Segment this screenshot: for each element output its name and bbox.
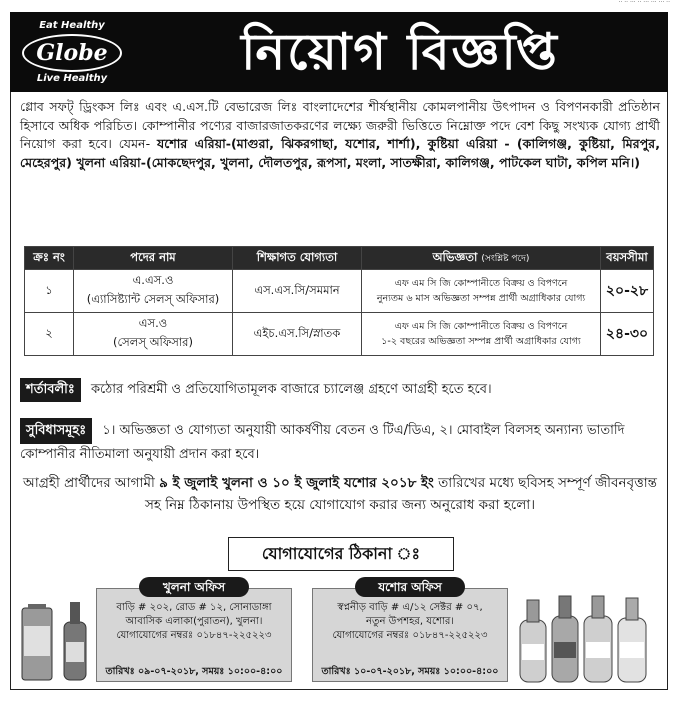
exp-line-2: নুন্যতম ৬ মাস অভিজ্ঞতা সম্পন্ন প্রার্থী অগ্রাধিকার যোগ্য (376, 293, 586, 304)
cell-post (74, 270, 233, 313)
exp-line-2: ১-২ বছরের অভিজ্ঞতা সম্পন্ন প্রার্থী অগ্রাধিকার যোগ্য (381, 336, 581, 347)
col-age: বয়সসীমা (601, 247, 654, 270)
col-exp-note: (সংশ্লিষ্ট পদে) (481, 253, 530, 264)
cell-age: ২৪-৩০ (601, 313, 654, 356)
benefits-text: ১। অভিজ্ঞতা ও যোগ্যতা অনুযায়ী আকর্ষণীয় বেতন ও টিএ/ডিএ, ২। মোবাইল বিলসহ অন্যান্য ভাতাদি কোম্পানীর নীতিমালা অনুযায়ী প্রদান করা হবে। (20, 423, 625, 462)
globe-logo (20, 20, 124, 84)
cell-exp (362, 313, 601, 356)
logo-tagline-top: Eat Healthy (39, 20, 105, 31)
table-row (25, 313, 654, 356)
drink-can-icon (20, 596, 92, 682)
cell-sl: ২ (25, 313, 74, 356)
benefits-label: সুবিধাসমূহঃ (20, 418, 92, 444)
contact-heading: যোগাযোগের ঠিকানা ঃ (228, 537, 454, 571)
office-address-2: নতুন উপশহর, যশোর। (366, 616, 454, 627)
col-sl: ক্রঃ নং (25, 247, 74, 270)
col-exp-label: অভিজ্ঞতা (432, 249, 478, 264)
col-exp (362, 247, 601, 270)
cell-edu: এস.এস.সি/সমমান (233, 270, 362, 313)
conditions-text: কঠোর পরিশ্রমী ও প্রতিযোগিতামূলক বাজারে চ্যালেঞ্জ গ্রহণে আগ্রহী হতে হবে। (90, 382, 492, 397)
conditions-section (20, 378, 660, 402)
office-name: খুলনা অফিস (139, 577, 249, 597)
intro-paragraph (20, 98, 660, 172)
apply-dates: ৯ ই জুলাই খুলনা ও ১০ ই জুলাই যশোর ২০১৮ ইং (159, 475, 434, 491)
conditions-label: শর্তাবলীঃ (20, 378, 81, 402)
jobs-table (24, 246, 654, 356)
exp-line-1: এফ এম সি জি কোম্পানীতে বিক্রয় ও বিপণনে (394, 321, 568, 332)
page-title: নিয়োগ বিজ্ঞপ্তি (241, 23, 559, 81)
post-sub: (এ্যাসিষ্ট্যান্ট সেলস্ অফিসার) (86, 292, 220, 306)
office-phone: যোগাযোগের নম্বরঃ ০১৮৪৭-২২৫২২৩ (116, 630, 272, 641)
cell-edu: এইচ.এস.সি/স্নাতক (233, 313, 362, 356)
table-header-row (25, 247, 654, 270)
intro-text: গ্লোব সফট্ ড্রিংকস লিঃ এবং এ.এস.টি বেভারেজ লিঃ বাংলাদেশের শীর্ষস্থানীয় কোমলপানীয় উৎপাদন ও বিপণনকারী প্রতিষ্ঠান হিসাবে অধিক পরিচিত। কোম্পানীর পণ্যের বাজারজাতকরণের লক্ষ্যে জরুরী ভিত্তিতে নিম্নোক্ত পদে বেশ কিছু সংখ্যক যোগ্য প্রার্থী নিয়োগ করা হবে। যেমন- (20, 99, 660, 151)
table-row (25, 270, 654, 313)
office-date: তারিখঃ ০৯-০৭-২০১৮, সময়ঃ ১০:০০-৪:০০ (105, 666, 283, 677)
office-address-2: আবাসিক এলাকা(পুরাতন), খুলনা। (125, 616, 263, 627)
bottles-icon (516, 592, 652, 684)
benefits-section (20, 418, 660, 466)
post-name: এস.ও (138, 316, 168, 330)
cell-sl: ১ (25, 270, 74, 313)
col-post: পদের নাম (74, 247, 233, 270)
exp-line-1: এফ এম সি জি কোম্পানীতে বিক্রয় ও বিপণনে (394, 278, 568, 289)
cell-post (74, 313, 233, 356)
apply-instructions (20, 472, 660, 516)
logo-tagline-bottom: Live Healthy (36, 73, 108, 84)
post-sub: (সেলস্ অফিসার) (113, 335, 193, 349)
office-date: তারিখঃ ১০-০৭-২০১৮, সময়ঃ ১০:০০-৪:০০ (321, 666, 499, 677)
jessore-office-card (312, 580, 508, 682)
office-address-1: স্বপ্ননীড় বাড়ি # এ/১২ সেক্টর # ০৭, (337, 602, 483, 613)
areas-text: যশোর এরিয়া-(মাগুরা, ঝিকরগাছা, যশোর, শার্শা), কুষ্টিয়া এরিয়া - (কালিগঞ্জ, কুষ্টিয়া, মিরপুর, মেহেরপুর) খুলনা এরিয়া-(মোকছেদপুর, খুলনা, দৌলতপুর, রূপসা, মংলা, সাতক্ষীরা, কালিগঞ্জ, পাটকেল ঘাটা, কপিল মনি।) (20, 136, 660, 170)
apply-post: তারিখের মধ্যে ছবিসহ সম্পূর্ণ জীবনবৃত্তান্ত সহ নিম্ন ঠিকানায় উপস্থিত হয়ে যোগাযোগ করার জন্য অনুরোধ করা হলো। (144, 475, 657, 513)
office-phone: যোগাযোগের নম্বরঃ ০১৮৪৭-২২৫২২৩ (332, 630, 488, 641)
office-name: যশোর অফিস (355, 577, 465, 597)
post-name: এ.এস.ও (132, 273, 174, 287)
apply-pre: আগ্রহী প্রার্থীদের আগামী (23, 475, 155, 491)
col-edu: শিক্ষাগত যোগ্যতা (233, 247, 362, 270)
cell-exp (362, 270, 601, 313)
khulna-office-card (96, 580, 292, 682)
logo-brand: Globe (22, 34, 122, 72)
office-address-1: বাড়ি # ২০২, রোড # ১২, সোনাডাঙ্গা (116, 602, 272, 613)
cell-age: ২০-২৮ (601, 270, 654, 313)
top-cut-text: ·· ·· ··· ·· ··· ··· ··· ·· (618, 0, 670, 6)
